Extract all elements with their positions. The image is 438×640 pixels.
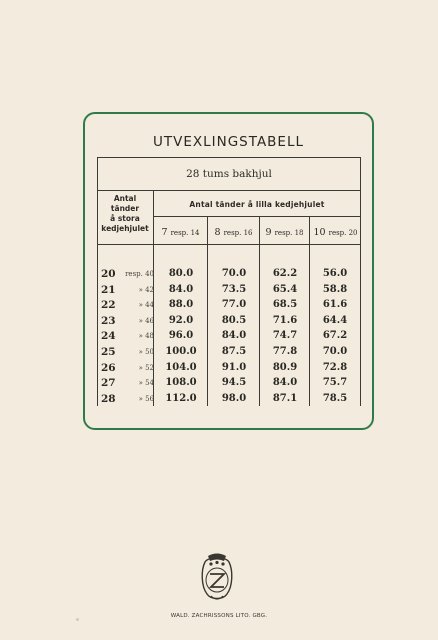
ratio-cell: 71.6 xyxy=(272,314,298,326)
large-sprocket-teeth: 23 xyxy=(101,314,116,327)
ratio-cell: 112.0 xyxy=(165,392,197,404)
ratio-cell: 61.6 xyxy=(322,299,348,311)
large-sprocket-header xyxy=(97,194,153,234)
ratio-cell: 70.0 xyxy=(322,346,348,357)
ratio-cell: 77.0 xyxy=(221,299,247,311)
column-header-9 xyxy=(260,227,309,238)
large-sprocket-teeth: 27 xyxy=(101,377,116,390)
ratio-cell: 84.0 xyxy=(272,377,298,389)
ratio-cell: 100.0 xyxy=(165,346,197,357)
ratio-cell: 98.0 xyxy=(221,392,247,404)
column-number: 10 xyxy=(313,227,326,238)
large-sprocket-resp: » 50 xyxy=(138,348,154,356)
large-sprocket-teeth: 26 xyxy=(101,361,116,374)
ratio-cell: 84.0 xyxy=(168,283,194,295)
column-header-7 xyxy=(154,227,207,238)
printer-credit: WALD. ZACHRISSONS LITO. GBG. xyxy=(170,613,268,619)
ratio-cell: 78.5 xyxy=(322,392,348,404)
large-sprocket-teeth: 20 xyxy=(101,268,116,280)
large-sprocket-resp: » 42 xyxy=(138,285,154,294)
ratio-cell: 62.2 xyxy=(272,268,298,279)
header-line: tänder xyxy=(110,204,140,213)
table-row xyxy=(97,284,361,300)
header-line: Antal xyxy=(113,194,137,203)
table-row xyxy=(97,362,361,378)
table-row xyxy=(97,315,361,331)
ratio-cell: 77.8 xyxy=(272,346,298,357)
large-sprocket-teeth: 21 xyxy=(101,283,116,296)
ratio-cell: 108.0 xyxy=(165,377,197,389)
small-sprocket-header: Antal tänder å lilla kedjehjulet xyxy=(189,200,325,209)
column-header-10 xyxy=(310,227,361,238)
printer-monogram-logo xyxy=(199,552,235,604)
header-line: kedjehjulet xyxy=(101,224,149,233)
rule-under-subtitle xyxy=(97,190,361,191)
ratio-cell: 65.4 xyxy=(272,283,298,295)
ratio-cell: 91.0 xyxy=(221,361,247,373)
table-row xyxy=(97,393,361,409)
ratio-cell: 88.0 xyxy=(168,299,194,311)
ratio-cell: 87.1 xyxy=(272,392,298,404)
ratio-cell: 104.0 xyxy=(165,361,197,373)
column-resp: resp. 14 xyxy=(170,229,200,237)
ratio-cell: 80.0 xyxy=(168,268,194,279)
ratio-cell: 74.7 xyxy=(272,330,298,342)
page-title: UTVEXLINGSTABELL xyxy=(152,134,305,150)
gear-ratio-table xyxy=(97,157,361,406)
ratio-cell: 70.0 xyxy=(221,268,247,279)
large-sprocket-resp: » 54 xyxy=(138,379,154,388)
column-header-8 xyxy=(208,227,259,238)
header-line: å stora xyxy=(110,214,140,223)
large-sprocket-resp: resp. 40 xyxy=(125,270,154,278)
ratio-cell: 56.0 xyxy=(322,268,348,279)
ratio-cell: 96.0 xyxy=(168,330,194,342)
ratio-cell: 94.5 xyxy=(221,377,247,389)
ratio-cell: 73.5 xyxy=(221,283,247,295)
ratio-cell: 64.4 xyxy=(322,314,348,326)
column-number: 7 xyxy=(161,227,168,238)
ratio-cell: 68.5 xyxy=(272,299,298,311)
large-sprocket-teeth: 24 xyxy=(101,330,116,343)
large-sprocket-resp: » 56 xyxy=(138,394,154,403)
rule-under-columns xyxy=(97,244,361,245)
ratio-cell: 67.2 xyxy=(322,330,348,342)
table-row xyxy=(97,299,361,315)
ratio-cell: 58.8 xyxy=(322,283,348,295)
large-sprocket-resp: » 44 xyxy=(138,301,154,310)
large-sprocket-resp: » 48 xyxy=(138,332,154,341)
large-sprocket-resp: » 46 xyxy=(138,316,154,325)
ratio-cell: 80.5 xyxy=(221,314,247,326)
large-sprocket-teeth: 22 xyxy=(101,299,116,312)
large-sprocket-resp: » 52 xyxy=(138,363,154,372)
table-row xyxy=(97,330,361,346)
wheel-size-subtitle: 28 tums bakhjul xyxy=(186,168,272,180)
ratio-cell: 75.7 xyxy=(322,377,348,389)
column-resp: resp. 18 xyxy=(274,229,304,237)
large-sprocket-teeth: 28 xyxy=(101,392,116,405)
column-number: 8 xyxy=(214,227,221,238)
table-row xyxy=(97,377,361,393)
large-sprocket-teeth: 25 xyxy=(101,346,116,358)
table-row xyxy=(97,346,361,362)
ratio-cell: 87.5 xyxy=(221,346,247,357)
ratio-cell: 84.0 xyxy=(221,330,247,342)
ratio-cell: 92.0 xyxy=(168,314,194,326)
column-resp: resp. 16 xyxy=(223,229,253,237)
rule-under-header xyxy=(153,216,361,217)
ratio-cell: 80.9 xyxy=(272,361,298,373)
table-row xyxy=(97,268,361,284)
ratio-cell: 72.8 xyxy=(322,361,348,373)
column-number: 9 xyxy=(265,227,272,238)
column-resp: resp. 20 xyxy=(328,229,358,237)
